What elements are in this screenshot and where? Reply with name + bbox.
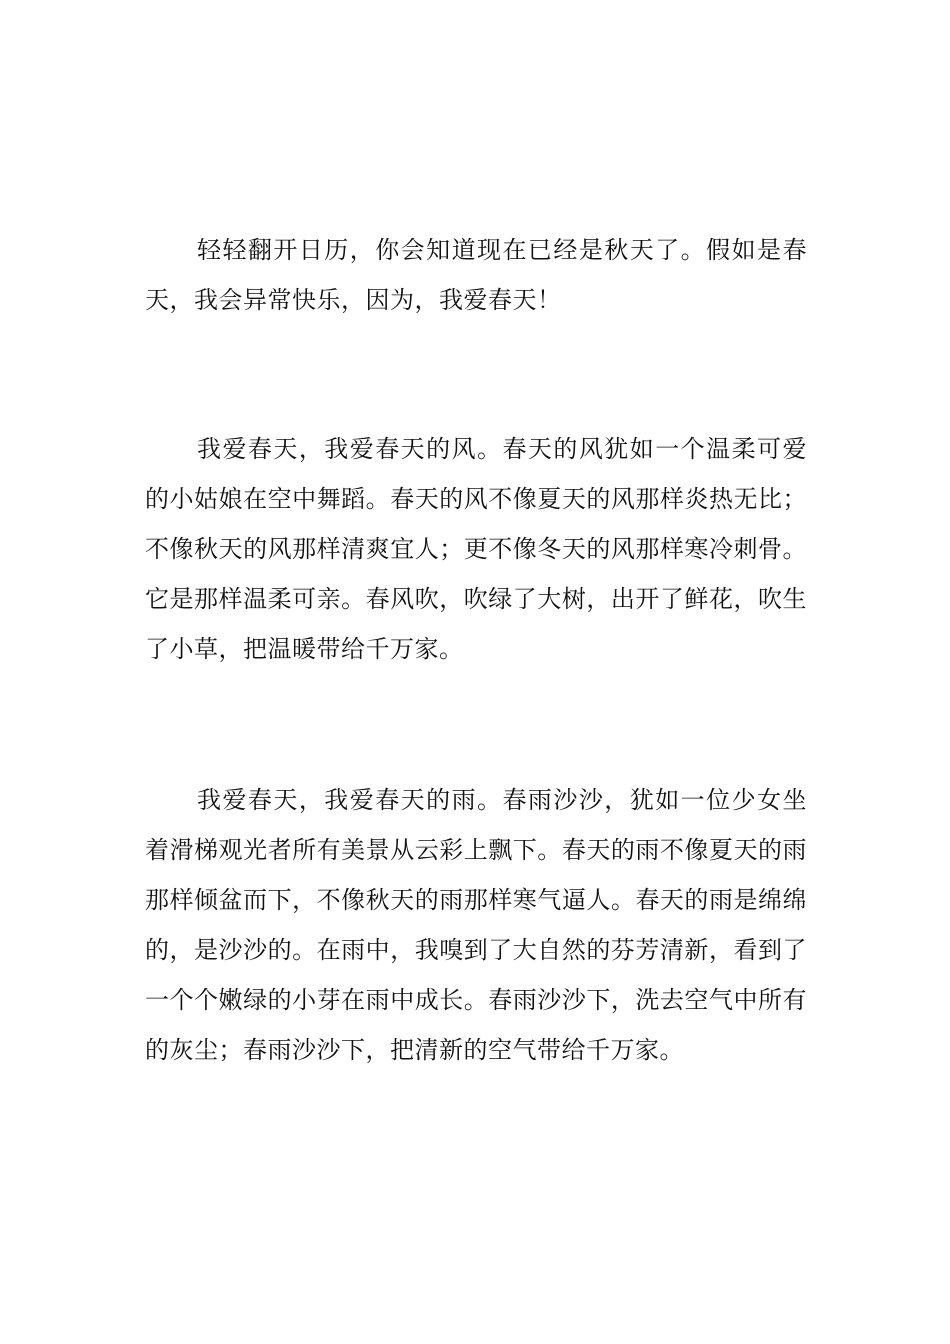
paragraph-spring-wind: 我爱春天，我爱春天的风。春天的风犹如一个温柔可爱的小姑娘在空中舞蹈。春天的风不像夏天的风那样炎热无比；不像秋天的风那样清爽宜人；更不像冬天的风那样寒冷刺骨。它是那样温柔可亲。春风吹，吹绿了大树，出开了鲜花，吹生了小草，把温暖带给千万家。 <box>145 435 807 663</box>
paragraph-intro: 轻轻翻开日历，你会知道现在已经是秋天了。假如是春天，我会异常快乐，因为，我爱春天！ <box>145 236 807 314</box>
paragraph-spring-rain: 我爱春天，我爱春天的雨。春雨沙沙，犹如一位少女坐着滑梯观光者所有美景从云彩上飘下。春天的雨不像夏天的雨那样倾盆而下，不像秋天的雨那样寒气逼人。春天的雨是绵绵的，是沙沙的。在雨中，我嗅到了大自然的芬芳清新，看到了一个个嫩绿的小芽在雨中成长。春雨沙沙下，洗去空气中所有的灰尘；春雨沙沙下，把清新的空气带给千万家。 <box>145 786 807 1064</box>
